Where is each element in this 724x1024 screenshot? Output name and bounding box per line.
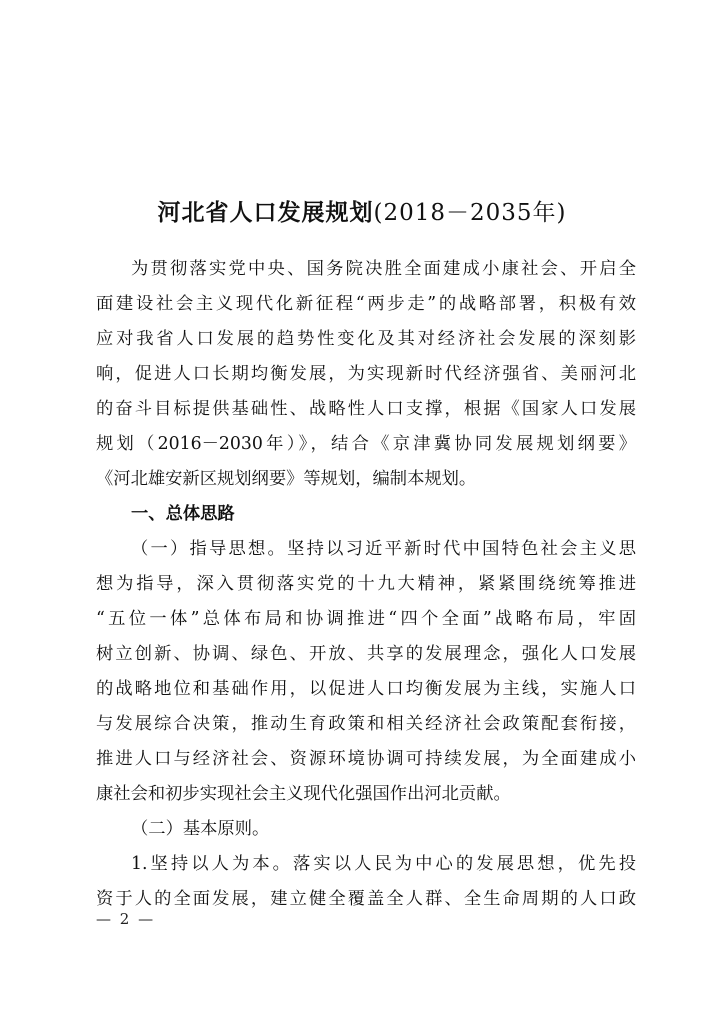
guiding-thought-paragraph [96, 532, 636, 812]
title-main: 河北省人口发展规划 [157, 199, 374, 226]
section-heading: 一、总体思路 [131, 504, 235, 524]
title-year: (2018－2035年) [373, 200, 567, 226]
paragraph-line: 的战略地位和基础作用，以促进人口均衡发展为主线，实施人口 [96, 679, 636, 699]
paragraph-line: （一）指导思想。坚持以习近平新时代中国特色社会主义思 [131, 539, 636, 559]
paragraph-line: 1.坚持以人为本。落实以人民为中心的发展思想，优先投 [131, 854, 636, 874]
paragraph-line: 推进人口与经济社会、资源环境协调可持续发展，为全面建成小 [96, 749, 636, 769]
document-body [96, 252, 636, 917]
principles-subheading: （二）基本原则。 [131, 819, 270, 839]
paragraph-line: 《河北雄安新区规划纲要》等规划，编制本规划。 [96, 469, 477, 489]
paragraph-line: 规划（2016－2030年）》，结合《京津冀协同发展规划纲要》 [96, 434, 636, 454]
paragraph-line: 树立创新、协调、绿色、开放、共享的发展理念，强化人口发展 [96, 644, 636, 664]
paragraph-line: 与发展综合决策，推动生育政策和相关经济社会政策配套衔接， [96, 714, 636, 734]
intro-paragraph [96, 252, 636, 497]
paragraph-line: 资于人的全面发展，建立健全覆盖全人群、全生命周期的人口政 [96, 889, 636, 909]
paragraph-line: 响，促进人口长期均衡发展，为实现新时代经济强省、美丽河北 [96, 364, 636, 384]
paragraph-line: 应对我省人口发展的趋势性变化及其对经济社会发展的深刻影 [96, 329, 636, 349]
paragraph-line: 康社会和初步实现社会主义现代化强国作出河北贡献。 [96, 784, 511, 804]
principles-paragraph [96, 847, 636, 917]
paragraph-line: 的奋斗目标提供基础性、战略性人口支撑，根据《国家人口发展 [96, 399, 636, 419]
page-number: — 2 — [96, 910, 156, 928]
paragraph-line: 面建设社会主义现代化新征程“两步走”的战略部署，积极有效 [96, 294, 636, 314]
paragraph-line: 想为指导，深入贯彻落实党的十九大精神，紧紧围绕统筹推进 [96, 574, 636, 594]
document-title [0, 194, 724, 227]
paragraph-line: 为贯彻落实党中央、国务院决胜全面建成小康社会、开启全 [131, 259, 636, 279]
paragraph-line: “五位一体”总体布局和协调推进“四个全面”战略布局，牢固 [96, 609, 636, 629]
